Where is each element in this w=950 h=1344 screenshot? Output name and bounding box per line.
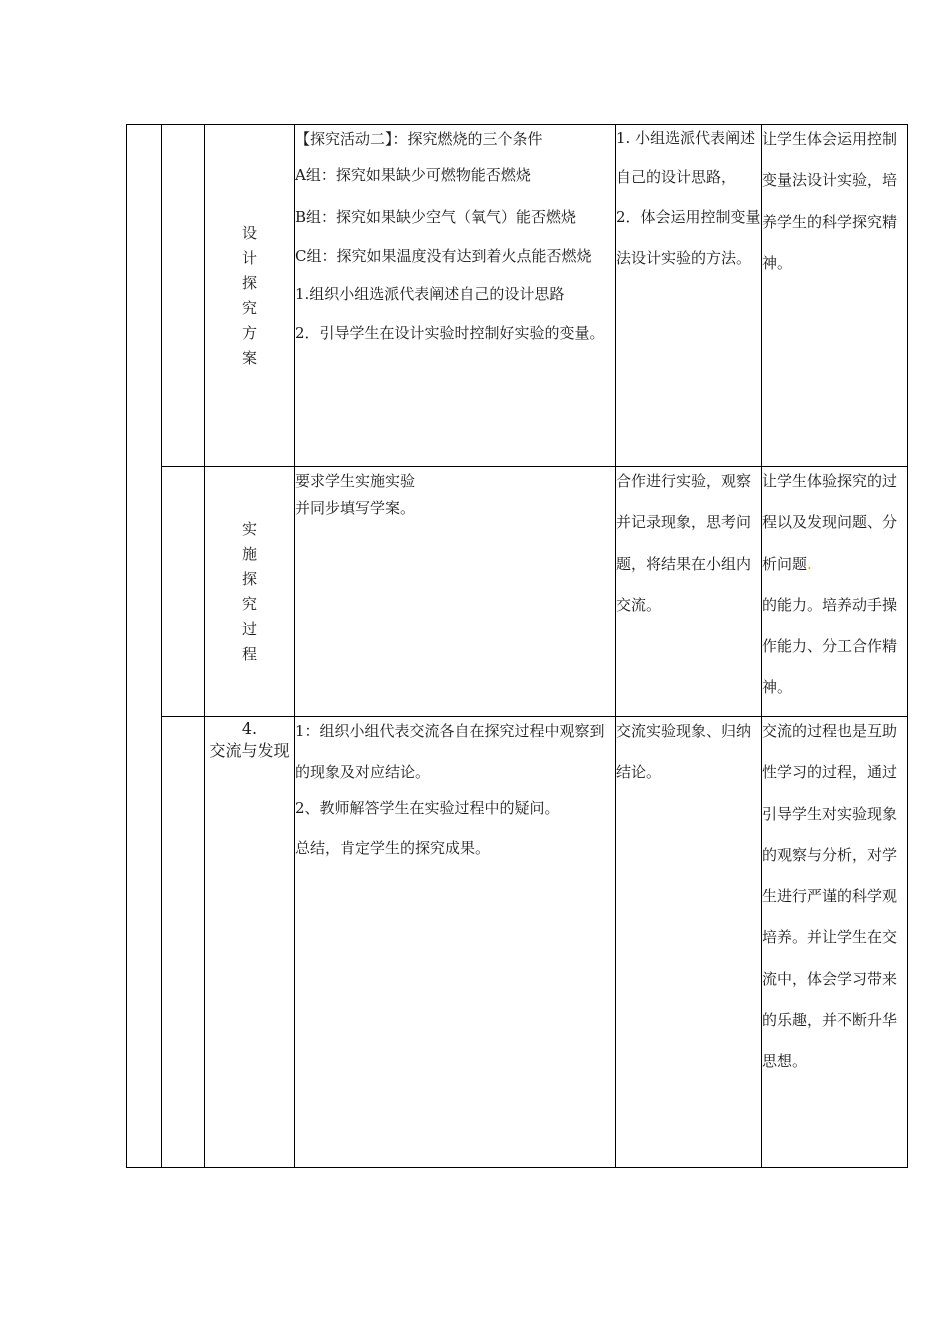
student-line: 1. 小组选派代表阐述自己的设计思路， xyxy=(616,129,756,186)
stage-cell xyxy=(205,717,295,1168)
table-row xyxy=(127,467,908,717)
empty-cell xyxy=(162,125,205,467)
stage-label: 交流与发现 xyxy=(209,741,290,760)
teacher-activity-cell xyxy=(295,467,616,717)
highlight-dot: . xyxy=(807,554,812,573)
design-intent-cell xyxy=(762,717,908,1168)
stage-number: 4. xyxy=(241,719,258,738)
teacher-line: C组：探究如果温度没有达到着火点能否燃烧 xyxy=(295,246,592,265)
teacher-activity-cell xyxy=(295,125,616,467)
student-line: 交流实验现象、归纳结论。 xyxy=(616,722,752,782)
stage-label: 设计探究方案 xyxy=(241,223,257,367)
stage-cell xyxy=(205,467,295,717)
teacher-activity-cell xyxy=(295,717,616,1168)
student-activity-cell xyxy=(616,125,762,467)
intent-line: 让学生体验探究的过程以及发现问题、分析问题. xyxy=(762,472,898,573)
teacher-line: 1.组织小组选派代表阐述自己的设计思路 xyxy=(295,285,565,303)
empty-margin-cell xyxy=(127,125,162,1168)
student-activity-cell xyxy=(616,467,762,717)
teacher-line: 总结，肯定学生的探究成果。 xyxy=(295,838,491,857)
teacher-line: 2．引导学生在设计实验时控制好实验的变量。 xyxy=(295,323,605,342)
intent-line: 让学生体会运用控制变量法设计实验，培养学生的科学探究精神。 xyxy=(762,130,898,272)
empty-cell xyxy=(162,467,205,717)
student-line: 合作进行实验，观察并记录现象，思考问题，将结果在小组内交流。 xyxy=(616,472,752,614)
table-row xyxy=(127,717,908,1168)
teacher-line: B组：探究如果缺少空气（氧气）能否燃烧 xyxy=(295,208,577,226)
table-row xyxy=(127,125,908,467)
stage-cell xyxy=(205,125,295,467)
intent-line: 的能力。培养动手操作能力、分工合作精神。 xyxy=(762,595,898,697)
teacher-line: 【探究活动二】：探究燃烧的三个条件 xyxy=(295,130,543,148)
teacher-line: A组：探究如果缺少可燃物能否燃烧 xyxy=(295,166,531,184)
teacher-line: 1：组织小组代表交流各自在探究过程中观察到的现象及对应结论。 xyxy=(295,722,605,782)
empty-cell xyxy=(162,717,205,1168)
design-intent-cell xyxy=(762,467,908,717)
lesson-plan-table xyxy=(126,124,908,1168)
teacher-line: 要求学生实施实验 xyxy=(295,472,416,490)
student-activity-cell xyxy=(616,717,762,1168)
design-intent-cell xyxy=(762,125,908,467)
intent-line: 交流的过程也是互助性学习的过程，通过引导学生对实验现象的观察与分析，对学生进行严谨的科学观培养。并让学生在交流中，体会学习带来的乐趣，并不断升华思想。 xyxy=(762,722,898,1071)
teacher-line: 并同步填写学案。 xyxy=(295,499,416,517)
stage-label: 实施探究过程 xyxy=(241,519,257,663)
student-line: 2．体会运用控制变量法设计实验的方法。 xyxy=(616,208,761,268)
teacher-line: 2、教师解答学生在实验过程中的疑问。 xyxy=(295,798,560,817)
